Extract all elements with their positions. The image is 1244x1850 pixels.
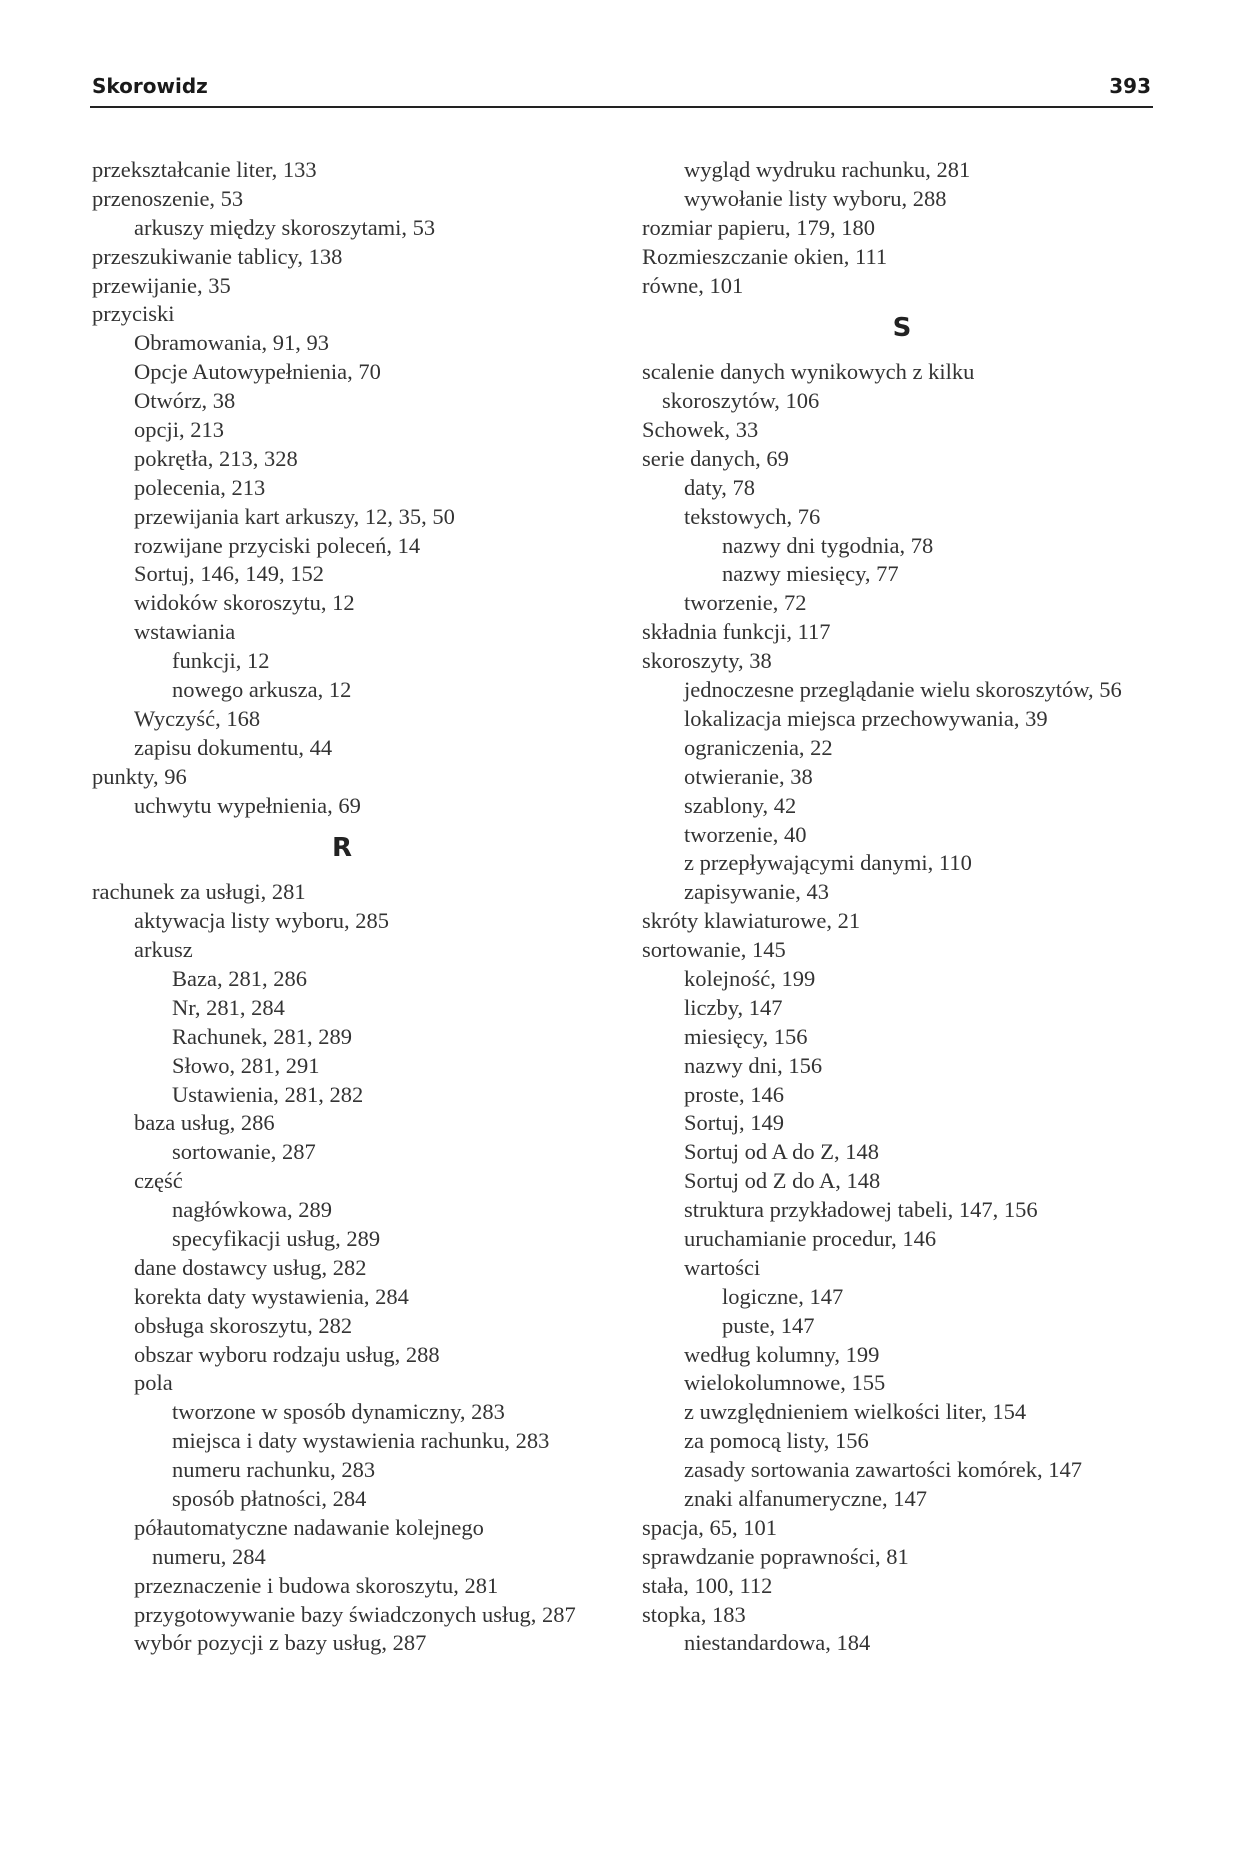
index-entry: przeszukiwanie tablicy, 138 — [92, 243, 343, 269]
index-entry: spacja, 65, 101 — [642, 1514, 777, 1540]
index-subentry: nagłówkowa, 289 — [172, 1197, 332, 1223]
index-subentry: sposób płatności, 284 — [172, 1485, 367, 1511]
index-subentry: wywołanie listy wyboru, 288 — [684, 185, 947, 211]
index-subentry: wybór pozycji z bazy usług, 287 — [134, 1630, 427, 1656]
index-subentry: zapisywanie, 43 — [684, 879, 829, 905]
index-subentry: Słowo, 281, 291 — [172, 1052, 320, 1078]
index-subentry: daty, 78 — [684, 474, 756, 500]
index-subentry: tworzenie, 72 — [684, 590, 807, 616]
index-subentry: zapisu dokumentu, 44 — [134, 734, 333, 760]
index-letter-heading: S — [892, 313, 912, 344]
index-subentry: Sortuj, 146, 149, 152 — [134, 561, 325, 587]
index-subentry: korekta daty wystawienia, 284 — [134, 1283, 409, 1309]
page-header — [90, 74, 1153, 108]
index-subentry: baza usług, 286 — [134, 1110, 275, 1136]
index-subentry: Wyczyść, 168 — [134, 705, 261, 731]
index-letter-heading: R — [331, 833, 353, 864]
index-entry: stopka, 183 — [642, 1601, 746, 1627]
index-subentry: szablony, 42 — [684, 792, 797, 818]
index-subentry: Sortuj od A do Z, 148 — [684, 1139, 880, 1165]
index-entry: stała, 100, 112 — [642, 1572, 773, 1598]
index-subentry: obsługa skoroszytu, 282 — [134, 1312, 353, 1338]
section-title: Skorowidz — [92, 74, 208, 98]
index-subentry: Obramowania, 91, 93 — [134, 330, 329, 356]
index-entry: przenoszenie, 53 — [92, 185, 244, 211]
index-subentry: rozwijane przyciski poleceń, 14 — [134, 532, 421, 558]
index-subentry: część — [134, 1168, 183, 1194]
index-subentry: uruchamianie procedur, 146 — [684, 1225, 937, 1251]
index-subentry: Rachunek, 281, 289 — [172, 1023, 352, 1049]
index-subentry: skoroszytów, 106 — [662, 388, 820, 414]
index-subentry: funkcji, 12 — [172, 648, 270, 674]
index-subentry: znaki alfanumeryczne, 147 — [684, 1485, 928, 1511]
index-entry: sprawdzanie poprawności, 81 — [642, 1543, 909, 1569]
index-subentry: wstawiania — [134, 619, 236, 645]
index-subentry: Sortuj, 149 — [684, 1110, 785, 1136]
index-subentry: przeznaczenie i budowa skoroszytu, 281 — [134, 1572, 499, 1598]
index-entry: rozmiar papieru, 179, 180 — [642, 214, 876, 240]
index-subentry: Baza, 281, 286 — [172, 965, 307, 991]
index-subentry: z uwzględnieniem wielkości liter, 154 — [684, 1399, 1027, 1425]
index-subentry: zasady sortowania zawartości komórek, 147 — [684, 1457, 1082, 1483]
index-subentry: miesięcy, 156 — [684, 1023, 808, 1049]
index-subentry: Otwórz, 38 — [134, 388, 236, 414]
index-entry: składnia funkcji, 117 — [642, 619, 831, 645]
index-subentry: widoków skoroszytu, 12 — [134, 590, 355, 616]
index-subentry: otwieranie, 38 — [684, 763, 813, 789]
index-entry: Schowek, 33 — [642, 417, 759, 443]
index-subentry: tworzone w sposób dynamiczny, 283 — [172, 1399, 505, 1425]
index-subentry: tekstowych, 76 — [684, 503, 821, 529]
index-subentry: proste, 146 — [684, 1081, 784, 1107]
index-subentry: niestandardowa, 184 — [684, 1630, 871, 1656]
index-entry: skróty klawiaturowe, 21 — [642, 908, 861, 934]
index-subentry: liczby, 147 — [684, 994, 783, 1020]
index-subentry: lokalizacja miejsca przechowywania, 39 — [684, 705, 1048, 731]
index-subentry: Nr, 281, 284 — [172, 994, 285, 1020]
index-column-left — [92, 156, 612, 1658]
index-subentry: półautomatyczne nadawanie kolejnego — [134, 1514, 484, 1540]
index-subentry: aktywacja listy wyboru, 285 — [134, 908, 389, 934]
index-entry: Rozmieszczanie okien, 111 — [642, 243, 888, 269]
page-number: 393 — [1109, 74, 1151, 98]
index-entry: skoroszyty, 38 — [642, 648, 772, 674]
index-subentry: nazwy dni tygodnia, 78 — [722, 532, 934, 558]
index-subentry: z przepływającymi danymi, 110 — [684, 850, 972, 876]
index-entry: przewijanie, 35 — [92, 272, 231, 298]
index-subentry: Opcje Autowypełnienia, 70 — [134, 359, 381, 385]
index-subentry: polecenia, 213 — [134, 474, 266, 500]
index-subentry: obszar wyboru rodzaju usług, 288 — [134, 1341, 440, 1367]
index-entry: serie danych, 69 — [642, 445, 789, 471]
index-entry: sortowanie, 145 — [642, 937, 786, 963]
index-subentry: wygląd wydruku rachunku, 281 — [684, 157, 971, 182]
index-subentry: przygotowywanie bazy świadczonych usług, 287 — [134, 1601, 576, 1627]
index-subentry: logiczne, 147 — [722, 1283, 844, 1309]
index-subentry: ograniczenia, 22 — [684, 734, 833, 760]
index-entry: równe, 101 — [642, 272, 744, 298]
index-subentry: numeru rachunku, 283 — [172, 1457, 376, 1483]
index-subentry: miejsca i daty wystawienia rachunku, 283 — [172, 1428, 550, 1454]
index-entry: przekształcanie liter, 133 — [92, 157, 317, 182]
index-subentry: Ustawienia, 281, 282 — [172, 1081, 364, 1107]
index-subentry: opcji, 213 — [134, 417, 224, 443]
index-subentry: dane dostawcy usług, 282 — [134, 1254, 367, 1280]
index-subentry: przewijania kart arkuszy, 12, 35, 50 — [134, 503, 455, 529]
index-subentry: struktura przykładowej tabeli, 147, 156 — [684, 1197, 1038, 1223]
index-subentry: numeru, 284 — [152, 1543, 266, 1569]
index-column-right — [642, 156, 1182, 1658]
index-subentry: uchwytu wypełnienia, 69 — [134, 792, 361, 818]
index-entry: punkty, 96 — [92, 763, 187, 789]
index-subentry: kolejność, 199 — [684, 965, 816, 991]
index-subentry: arkusz — [134, 937, 193, 963]
index-subentry: specyfikacji usług, 289 — [172, 1225, 381, 1251]
index-entry: rachunek za usługi, 281 — [92, 879, 306, 905]
index-subentry: puste, 147 — [722, 1312, 815, 1338]
index-subentry: wielokolumnowe, 155 — [684, 1370, 886, 1396]
index-subentry: według kolumny, 199 — [684, 1341, 880, 1367]
index-subentry: sortowanie, 287 — [172, 1139, 316, 1165]
index-entry: przyciski — [92, 301, 175, 327]
index-subentry: jednoczesne przeglądanie wielu skoroszytów, 56 — [684, 677, 1122, 703]
index-subentry: pola — [134, 1370, 173, 1396]
index-subentry: Sortuj od Z do A, 148 — [684, 1168, 881, 1194]
index-subentry: wartości — [684, 1254, 761, 1280]
index-subentry: nowego arkusza, 12 — [172, 677, 352, 703]
index-subentry: arkuszy między skoroszytami, 53 — [134, 214, 436, 240]
index-entry: scalenie danych wynikowych z kilku — [642, 359, 975, 385]
index-subentry: tworzenie, 40 — [684, 821, 807, 847]
index-subentry: nazwy miesięcy, 77 — [722, 561, 899, 587]
index-subentry: pokrętła, 213, 328 — [134, 445, 298, 471]
index-subentry: za pomocą listy, 156 — [684, 1428, 869, 1454]
index-subentry: nazwy dni, 156 — [684, 1052, 823, 1078]
